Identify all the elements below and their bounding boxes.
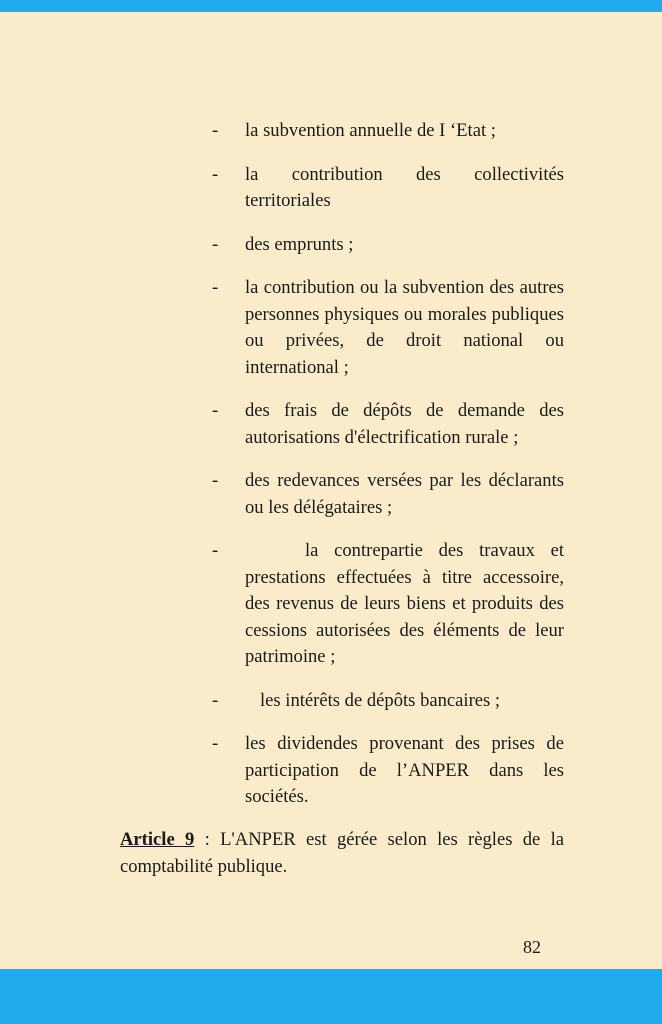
list-item <box>212 118 564 145</box>
list-item-text: des redevances versées par les déclarants ou les délégataires ; <box>245 470 564 518</box>
bullet-dash: - <box>212 470 219 491</box>
list-item-text: la contribution des collectivités territoriales <box>245 163 564 211</box>
list-item <box>212 232 564 259</box>
bullet-dash: - <box>212 400 219 421</box>
article-text: : L'ANPER est gérée selon les règles de la comptabilité publique. <box>120 829 564 877</box>
article-label: Article 9 <box>120 829 195 850</box>
bullet-dash: - <box>212 277 219 298</box>
page-number: 82 <box>523 937 541 957</box>
bottom-accent-band <box>0 969 662 1024</box>
bullet-dash: - <box>212 733 219 754</box>
article-9-paragraph <box>120 827 564 880</box>
bullet-dash: - <box>212 689 219 711</box>
list-item-text: des frais de dépôts de demande des autorisations d'électrification rurale ; <box>245 400 564 448</box>
list-item-text: la contribution ou la subvention des autres personnes physiques ou morales publiques ou privées, de droit national ou international ; <box>245 277 564 378</box>
list-item <box>212 731 564 811</box>
bullet-dash: - <box>212 233 219 255</box>
list-item-text: la contrepartie des travaux et prestations effectuées à titre accessoire, des revenus de leurs biens et produits des cessions autorisées des éléments de leur patrimoine ; <box>245 540 564 667</box>
list-item <box>212 538 564 671</box>
resources-list <box>212 118 564 828</box>
list-item <box>212 275 564 381</box>
list-item <box>212 162 564 215</box>
list-item <box>212 688 564 715</box>
list-item-text: des emprunts ; <box>245 233 354 255</box>
list-item-text: la subvention annuelle de I ‘Etat ; <box>245 120 496 141</box>
bullet-dash: - <box>212 163 219 185</box>
bullet-dash: - <box>212 120 219 141</box>
top-accent-band <box>0 0 662 12</box>
list-item-text: les intérêts de dépôts bancaires ; <box>260 689 501 711</box>
list-item <box>212 398 564 451</box>
list-item <box>212 468 564 521</box>
bullet-dash: - <box>212 540 219 561</box>
list-item-text: les dividendes provenant des prises de participation de l’ANPER dans les sociétés. <box>245 733 564 807</box>
